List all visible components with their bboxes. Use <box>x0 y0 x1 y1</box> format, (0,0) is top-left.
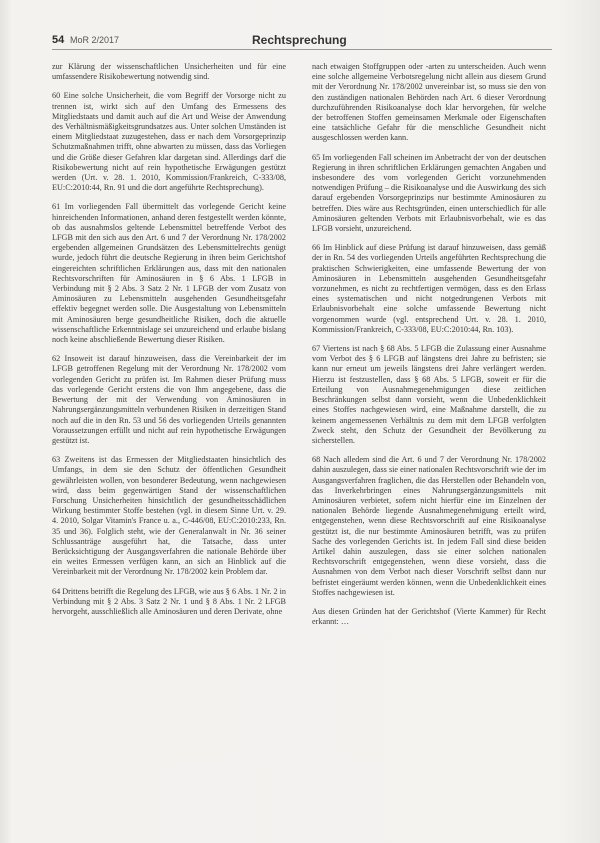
journal-issue: MoR 2/2017 <box>70 35 120 45</box>
right-column <box>312 62 546 636</box>
paragraph: zur Klärung der wissenschaftlichen Unsicherheiten und für eine umfassendere Risikobewertung notwendig sind. <box>52 62 286 82</box>
paragraph: 66 Im Hinblick auf diese Prüfung ist darauf hinzuweisen, dass gemäß der in Rn. 54 des vorliegenden Urteils angeführten Rechtsprechung die praktischen Schwierigkeiten, eine umfassende Bewertung der von Aminosäuren in Lebensmitteln ausgehenden Gesundheitsgefahr vorzunehmen, es nicht zu rechtfertigen vermögen, dass es den Erlass eines systematischen und nicht notgedrungenen Verbots mit Erlaubnisvorbehalt eine solche umfassende Bewertung nicht vorgenommen wurde (vgl. entsprechend Urt. v. 28. 1. 2010, Kommission/Frankreich, C-333/08, EU:C:2010:44, Rn. 103). <box>312 243 546 334</box>
paragraph: 61 Im vorliegenden Fall übermittelt das vorlegende Gericht keine hinreichenden Informationen, anhand deren festgestellt werden könnte, ob das ausnahmslos geltende Lebensmittel betreffende Verbot des LFGB mit den sich aus den Art. 6 und 7 der Verordnung Nr. 178/2002 ergebenden allgemeinen Grundsätzen des Lebensmittelrechts genügt wurde, jedoch führt die deutsche Regierung in ihren beim Gerichtshof eingereichten schriftlichen Erklärungen aus, dass mit den nationalen Rechtsvorschriften für Aminosäuren in § 6 Abs. 1 LFGB in Verbindung mit § 2 Abs. 3 Satz 2 Nr. 1 LFGB der vom Zusatz von Aminosäuren zu Lebensmitteln ausgehenden Gesundheitsgefahr effektiv begegnet werden solle. Die Ausgestaltung von Lebensmitteln mit Aminosäuren berge gesundheitliche Risiken, doch die aktuelle wissenschaftliche Erkenntnislage sei unzureichend und erlaube bislang noch keine abschließende Bewertung dieser Risiken. <box>52 202 286 345</box>
paragraph: 62 Insoweit ist darauf hinzuweisen, dass die Vereinbarkeit der im LFGB getroffenen Regelung mit der Verordnung Nr. 178/2002 vom vorlegenden Gericht zu prüfen ist. Im Rahmen dieser Prüfung muss das vorlegende Gericht erstens die von Ihm angegebene, dass die Bewertung der mit der Verwendung von Aminosäuren in Nahrungsergänzungsmitteln verbundenen Risiken in derzeitigen Stand noch auf die in den Rn. 53 und 56 des vorliegenden Urteils genannten Voraussetzungen erfüllt und nicht auf rein hypothetische Erwägungen gestützt ist. <box>52 354 286 445</box>
paragraph: 60 Eine solche Unsicherheit, die vom Begriff der Vorsorge nicht zu trennen ist, wirkt sich auf den Umfang des Ermessens des Mitgliedstaats und damit auch auf die Art und Weise der Anwendung des Verhältnismäßigkeitsgrundsatzes aus. Unter solchen Umständen ist einem Mitgliedstaat zuzugestehen, dass er nach dem Vorsorgeprinzip Schutzmaßnahmen trifft, ohne abwarten zu müssen, dass das Vorliegen und die Größe dieser Gefahren klar dargetan sind. Allerdings darf die Risikobewertung nicht auf rein hypothetische Erwägungen gestützt werden (Urt. v. 28. 1. 2010, Kommission/Frankreich, C-333/08, EU:C:2010:44, Rn. 91 und die dort angeführte Rechtsprechung). <box>52 91 286 193</box>
page-number: 54 <box>52 34 65 46</box>
page-header <box>52 34 552 54</box>
paragraph: Aus diesen Gründen hat der Gerichtshof (Vierte Kammer) für Recht erkannt: … <box>312 606 546 627</box>
section-title: Rechtsprechung <box>252 33 347 47</box>
header-rule <box>52 49 552 50</box>
paragraph: 65 Im vorliegenden Fall scheinen im Anbetracht der von der deutschen Regierung in ihren schriftlichen Erklärungen gemachten Angaben und insbesondere des vom vorlegenden Gericht vorzunehmenden notwendigen Prüfung – die Risikoanalyse und die Auswirkung des sich darauf ergebenden Vorsorgeprinzips nur bestimmte Aminosäuren zu betreffen. Dies wäre aus Rechtsgründen, einen unterschiedlich für alle Aminosäuren geltenden Verbots mit Erlaubnisvorbehalt, wie es das LFGB vorsieht, unzureichend. <box>312 152 546 234</box>
left-column <box>52 62 286 626</box>
paragraph: nach etwaigen Stoffgruppen oder -arten zu unterscheiden. Auch wenn eine solche allgemeine Verbotsregelung nicht allein aus diesem Grund mit der Verordnung Nr. 178/2002 unvereinbar ist, so muss sie den von den zuständigen nationalen Behörden nach Art. 6 dieser Verordnung durchzuführenden Risikoanalyse doch klar hervorgehen, für welche der betroffenen Stoffen gemeinsamen Merkmale oder Eigenschaften eine tatsächliche Gefahr für die menschliche Gesundheit nicht ausgeschlossen werden kann. <box>312 62 546 143</box>
paragraph: 68 Nach alledem sind die Art. 6 und 7 der Verordnung Nr. 178/2002 dahin auszulegen, dass sie einer nationalen Rechtsvorschrift wie der im Ausgangsverfahren fraglichen, die das Herstellen oder Behandeln von, das Inverkehrbringen eines Nahrungsergänzungsmittels mit Aminosäuren verbietet, sofern nicht hierfür eine im Einzelnen der nationalen Behörde liegende Ausnahmegenehmigung erteilt wird, entgegenstehen, wenn diese Rechtsvorschrift auf eine Risikoanalyse gestützt ist, die nur bestimmte Aminosäuren betrifft, was zu prüfen Sache des vorlegenden Gerichts ist. In jedem Fall sind diese beiden Artikel dahin auszulegen, dass sie einer solchen nationalen Rechtsvorschrift entgegenstehen, wenn diese vorsieht, dass die Ausnahmen von dem Verbot nach dieser Vorschrift selbst dann nur befristet eingeräumt werden können, wenn die Unbedenklichkeit eines Stoffes nachgewiesen ist. <box>312 455 546 597</box>
paragraph: 67 Viertens ist nach § 68 Abs. 5 LFGB die Zulassung einer Ausnahme vom Verbot des § 6 LFGB auf längstens drei Jahre zu befristen; sie kann nur erneut um jeweils längstens drei Jahre verlängert werden. Hierzu ist festzustellen, dass § 68 Abs. 5 LFGB, soweit er für die Erteilung von Ausnahmegenehmigungen diese zeitlichen Beschränkungen selbst dann vorsieht, wenn die Unbedenklichkeit eines Stoffes nachgewiesen wird, eine Maßnahme darstellt, die zu keinem angemessenen Verhältnis zu dem mit dem LFGB verfolgten Zweck steht, den Schutz der Gesundheit der Bevölkerung zu sicherstellen. <box>312 344 546 445</box>
paragraph: 63 Zweitens ist das Ermessen der Mitgliedstaaten hinsichtlich des Umfangs, in dem sie den Schutz der öffentlichen Gesundheit gewährleisten wollen, von besonderer Bedeutung, wenn nachgewiesen wird, dass beim gegenwärtigen Stand der wissenschaftlichen Forschung Unsicherheiten hinsichtlich der gesundheitsschädlichen Wirkung bestimmter Stoffe bestehen (vgl. in diesem Sinne Urt. v. 29. 4. 2010, Solgar Vitamin's France u. a., C-446/08, EU:C:2010:233, Rn. 35 und 36). Folglich steht, wie der Generalanwalt in Nr. 36 seiner Schlussanträge ausgeführt hat, die Tatsache, dass unter Berücksichtigung der Ausgangsverfahren die nationale Behörde über ein weites Ermessen verfügen kann, an sich an Hinblick auf die Vereinbarkeit mit der Verordnung Nr. 178/2002 kein Problem dar. <box>52 455 286 577</box>
paragraph: 64 Drittens betrifft die Regelung des LFGB, wie aus § 6 Abs. 1 Nr. 2 in Verbindung mit § 2 Abs. 3 Satz 2 Nr. 1 und § 8 Abs. 1 Nr. 2 LFGB hervorgeht, ausschließlich alle Aminosäuren und deren Derivate, ohne <box>52 586 286 616</box>
